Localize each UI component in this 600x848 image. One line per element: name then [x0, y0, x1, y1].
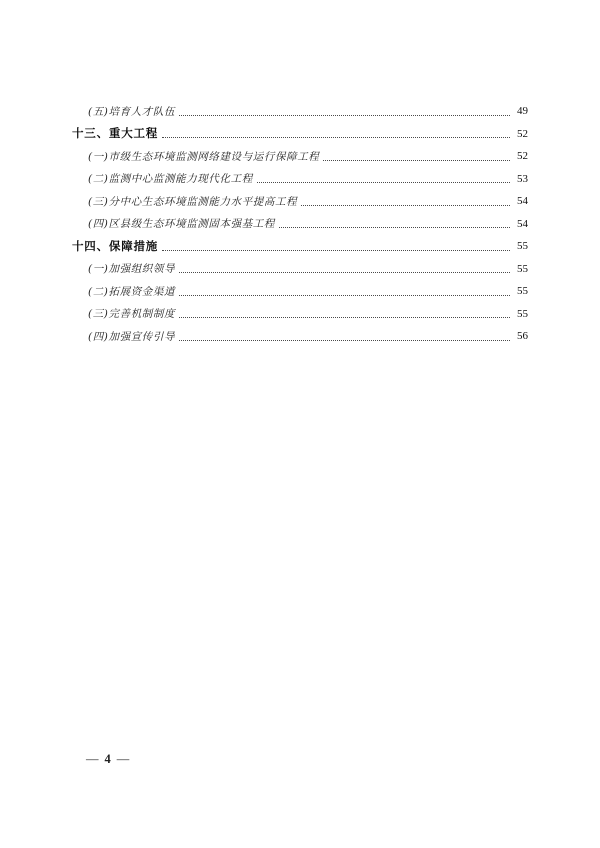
- dot-leader: [279, 227, 510, 228]
- toc-entry-label: 十三、重大工程: [72, 128, 159, 140]
- toc-entry-page: 52: [517, 150, 528, 163]
- toc-entry: [72, 276, 528, 299]
- toc-entry-label: (三)分中心生态环境监测能力水平提高工程: [88, 195, 298, 208]
- footer-dash-right: —: [116, 752, 130, 766]
- toc-entry: [72, 321, 528, 344]
- toc-list: [72, 96, 528, 344]
- dot-leader: [179, 295, 510, 296]
- toc-entry-label: (四)区县级生态环境监测固本强基工程: [88, 218, 275, 230]
- toc-entry-page: 55: [517, 307, 528, 320]
- toc-entry-page: 54: [517, 195, 528, 208]
- toc-entry-label: (二)拓展资金渠道: [88, 285, 176, 298]
- toc-entry-label: 十四、保障措施: [72, 240, 159, 253]
- toc-entry-label: (二)监测中心监测能力现代化工程: [88, 173, 253, 185]
- toc-entry: [72, 254, 528, 277]
- footer-dash-left: —: [86, 752, 99, 766]
- toc-entry: [72, 141, 528, 164]
- toc-entry-label: (一)市级生态环境监测网络建设与运行保障工程: [88, 150, 320, 163]
- toc-entry: [72, 96, 528, 119]
- toc-entry-label: (四)加强宣传引导: [88, 330, 176, 343]
- dot-leader: [301, 205, 510, 206]
- toc-entry-page: 55: [517, 285, 528, 298]
- footer-page-number: 4: [104, 752, 111, 766]
- dot-leader: [179, 317, 510, 318]
- toc-entry-label: (五)培育人才队伍: [88, 105, 176, 118]
- toc-entry: [72, 119, 528, 142]
- toc-entry-page: 55: [517, 240, 528, 253]
- toc-entry-page: 49: [517, 105, 528, 118]
- dot-leader: [179, 272, 510, 273]
- toc-entry-label: (三)完善机制制度: [88, 308, 176, 320]
- toc-entry: [72, 209, 528, 232]
- toc-entry-page: 55: [517, 262, 528, 275]
- dot-leader: [162, 137, 510, 138]
- toc-entry: [72, 231, 528, 254]
- page-footer: [86, 752, 129, 767]
- dot-leader: [162, 250, 510, 251]
- toc-entry-page: 52: [517, 127, 528, 140]
- toc-entry: [72, 186, 528, 209]
- dot-leader: [323, 160, 510, 161]
- toc-entry: [72, 164, 528, 187]
- dot-leader: [179, 340, 510, 341]
- toc-entry-page: 53: [517, 172, 528, 185]
- toc-entry-page: 54: [517, 217, 528, 230]
- toc-entry-page: 56: [517, 330, 528, 343]
- toc-entry: [72, 299, 528, 322]
- dot-leader: [179, 115, 510, 116]
- toc-entry-label: (一)加强组织领导: [88, 263, 176, 275]
- dot-leader: [257, 182, 510, 183]
